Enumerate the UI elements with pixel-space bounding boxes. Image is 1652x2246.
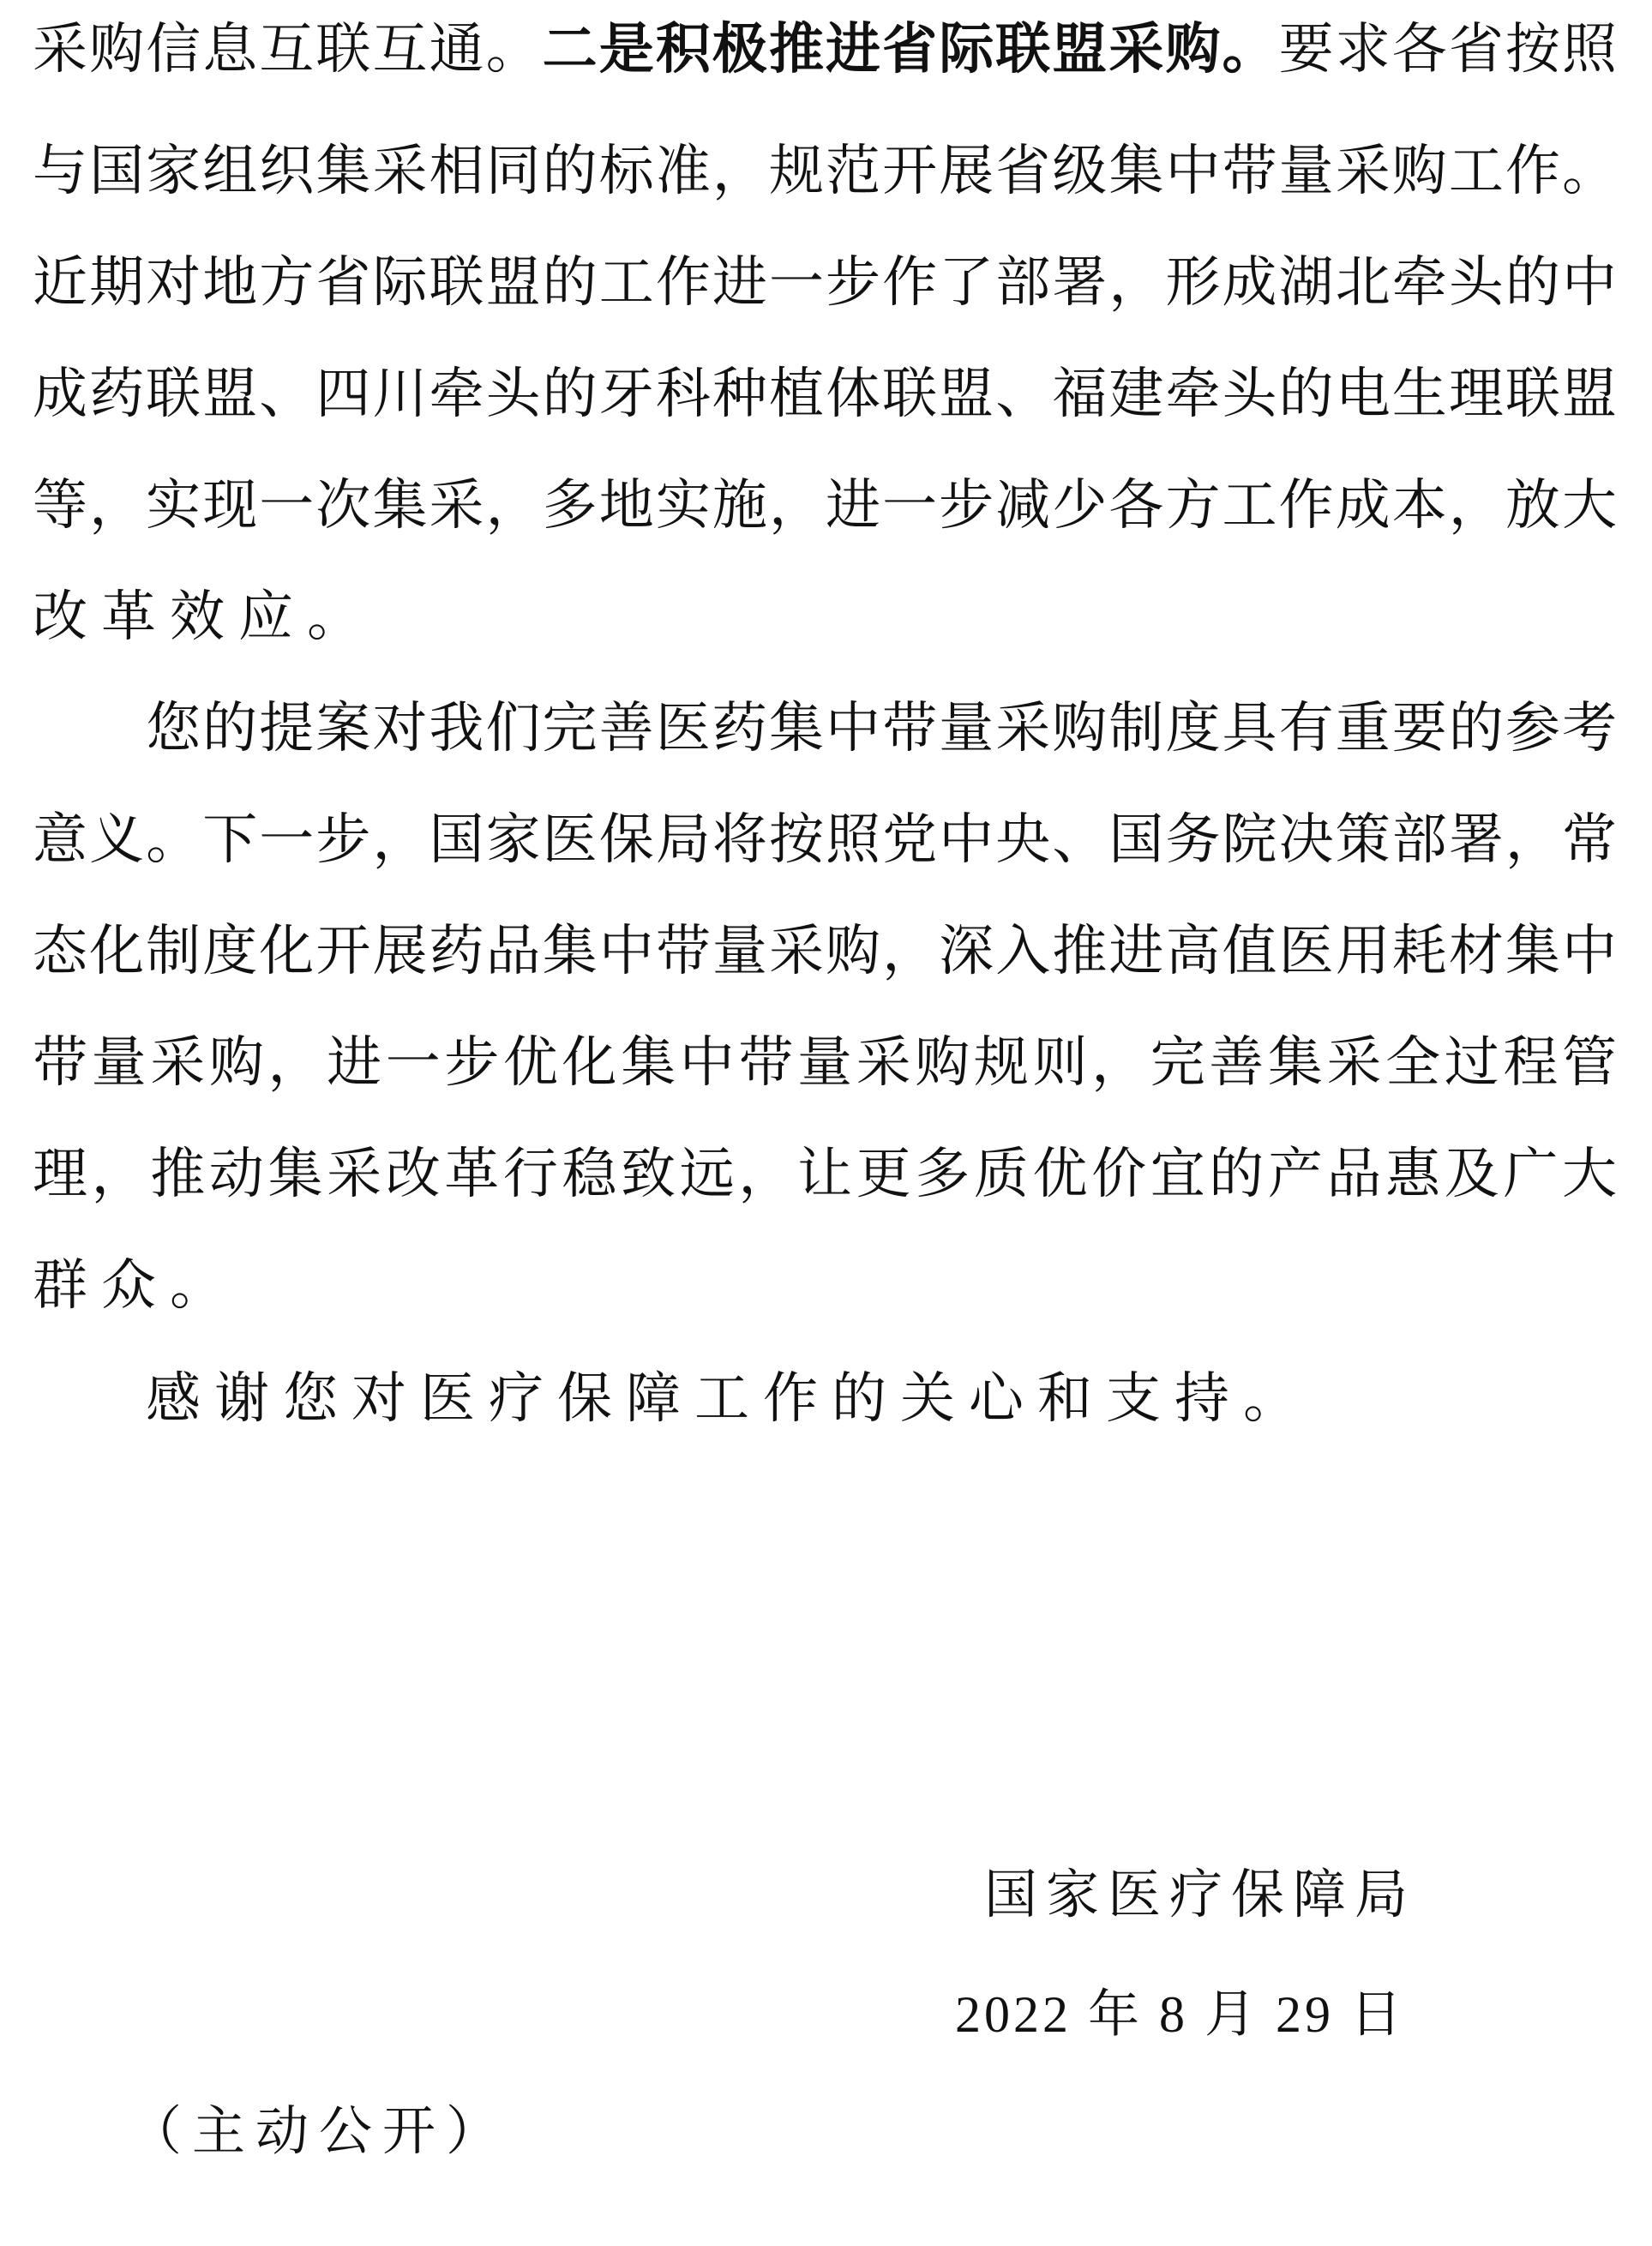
paragraph-1-line-2: 与国家组织集采相同的标准，规范开展省级集中带量采购工作。: [33, 140, 1617, 203]
paragraph-2-line-2: 意义。下一步，国家医保局将按照党中央、国务院决策部署，常: [33, 808, 1617, 872]
paragraph-2-line-3: 态化制度化开展药品集中带量采购，深入推进高值医用耗材集中: [33, 920, 1617, 983]
paragraph-1-line-1-tail-text: 要求各省按照: [1278, 18, 1618, 81]
paragraph-1-line-4: 成药联盟、四川牵头的牙科种植体联盟、福建牵头的电生理联盟: [33, 363, 1617, 426]
paragraph-2-line-4: 带量采购，进一步优化集中带量采购规则，完善集采全过程管: [33, 1031, 1617, 1095]
issuing-agency-signature: 国家医疗保障局: [984, 1863, 1417, 1925]
disclosure-note: （主动公开）: [129, 2099, 510, 2162]
paragraph-2-line-5: 理，推动集采改革行稳致远，让更多质优价宜的产品惠及广大: [33, 1143, 1617, 1206]
paragraph-3-line-1: 感谢您对医疗保障工作的关心和支持。: [146, 1367, 1312, 1431]
paragraph-1-line-1-bold-text: 二是积极推进省际联盟采购。: [542, 18, 1279, 81]
paragraph-1-line-6: 改革效应。: [33, 586, 375, 649]
paragraph-2-line-1: 您的提案对我们完善医药集中带量采购制度具有重要的参考: [146, 697, 1617, 760]
issue-date: 2022 年 8 月 29 日: [955, 1986, 1405, 2043]
paragraph-1-line-1: [33, 7, 1617, 93]
paragraph-1-line-5: 等，实现一次集采，多地实施，进一步减少各方工作成本，放大: [33, 474, 1617, 537]
paragraph-2-line-6: 群众。: [33, 1254, 238, 1318]
paragraph-1-line-3: 近期对地方省际联盟的工作进一步作了部署，形成湖北牵头的中: [33, 251, 1617, 315]
paragraph-1-line-1-lead-text: 采购信息互联互通。: [33, 18, 543, 81]
